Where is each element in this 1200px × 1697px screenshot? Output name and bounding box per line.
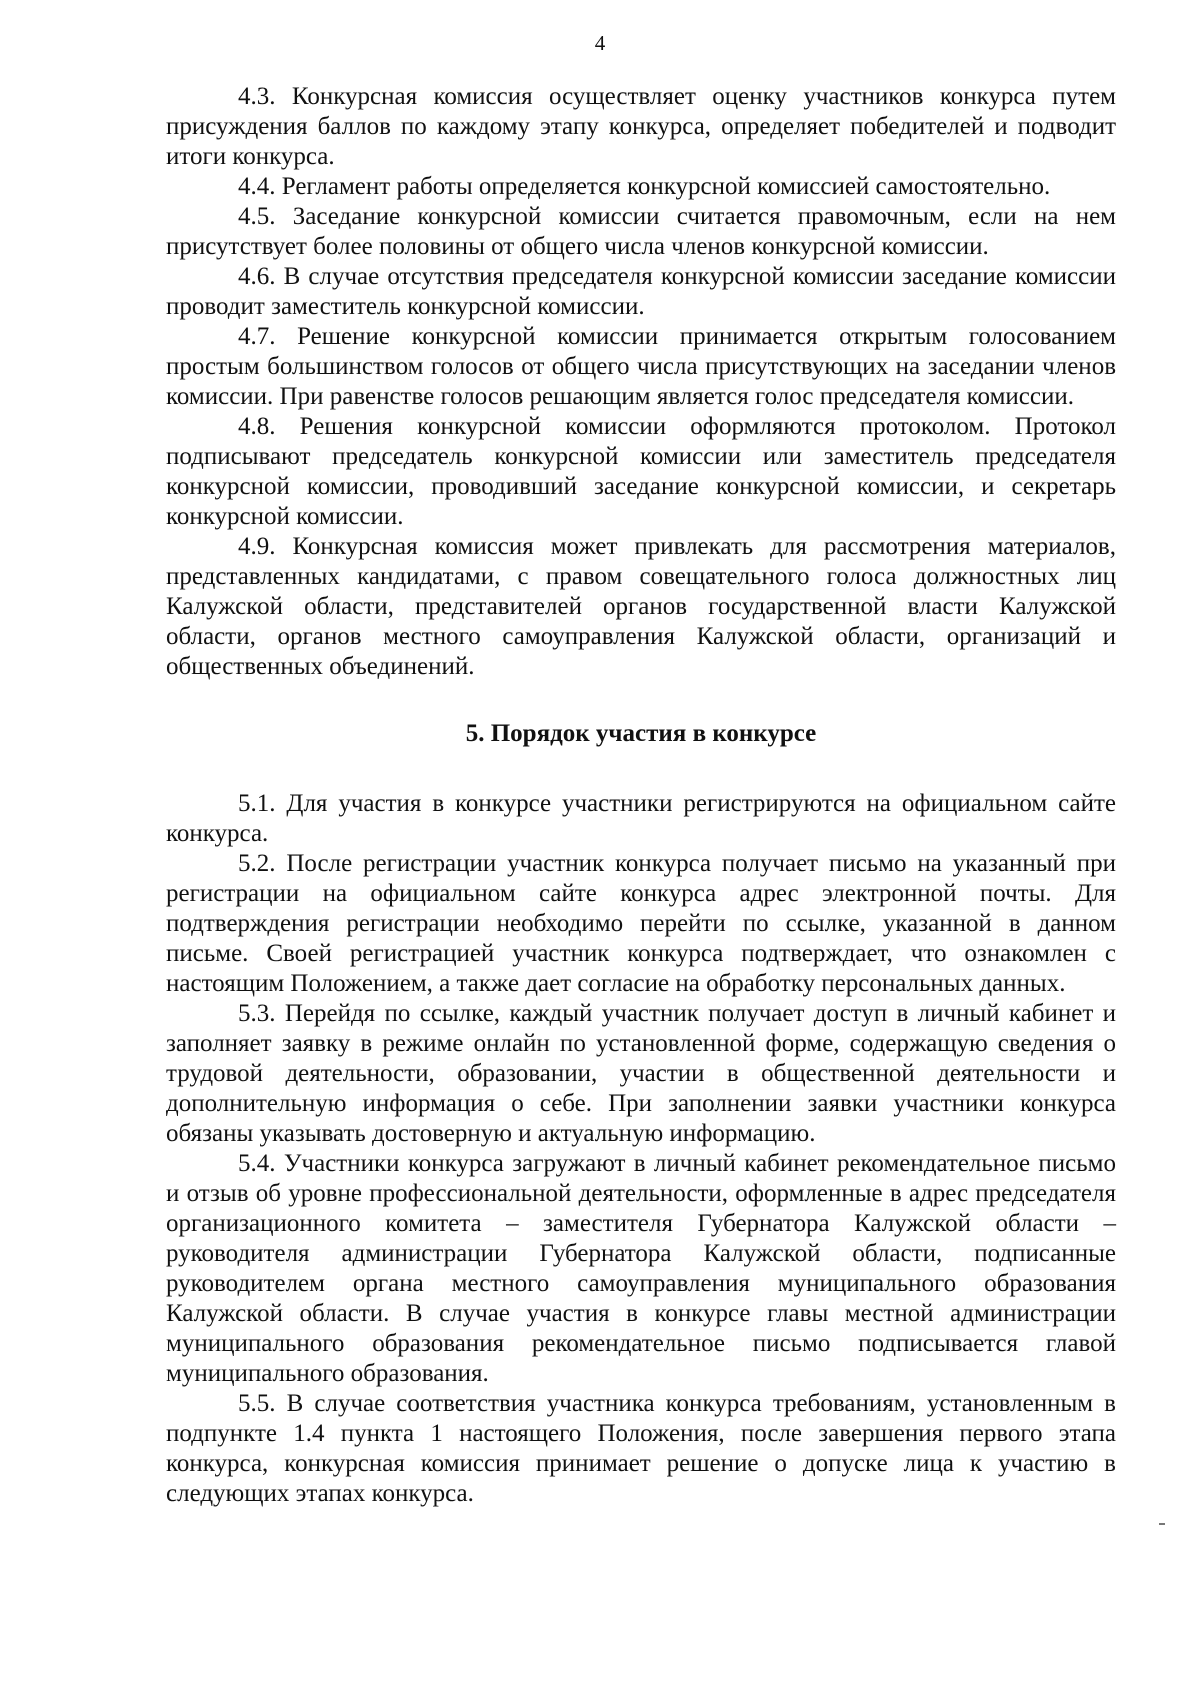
paragraph-5-5: 5.5. В случае соответствия участника конкурса требованиям, установленным в подпункте 1.4 пункта 1 настоящего Положения, после завершения первого этапа конкурса, конкурсная комиссия принимает решение о допуске лица к участию в следующих этапах конкурса. bbox=[166, 1390, 1116, 1507]
section-5-heading: 5. Порядок участия в конкурсе bbox=[465, 720, 817, 747]
paragraph-4-9: 4.9. Конкурсная комиссия может привлекать для рассмотрения материалов, представленных кандидатами, с правом совещательного голоса должностных лиц Калужской области, представителей органов государственной власти Калужской области, органов местного самоуправления Калужской области, организаций и общественных объединений. bbox=[166, 533, 1116, 680]
paragraph-4-6: 4.6. В случае отсутствия председателя конкурсной комиссии заседание комиссии проводит заместитель конкурсной комиссии. bbox=[166, 263, 1116, 320]
paragraph-4-8: 4.8. Решения конкурсной комиссии оформляются протоколом. Протокол подписывают председатель конкурсной комиссии или заместитель председателя конкурсной комиссии, проводивший заседание конкурсной комиссии, и секретарь конкурсной комиссии. bbox=[166, 413, 1116, 530]
page-number: 4 bbox=[594, 31, 606, 55]
paragraph-4-7: 4.7. Решение конкурсной комиссии принимается открытым голосованием простым большинством голосов от общего числа присутствующих на заседании членов комиссии. При равенстве голосов решающим является голос председателя комиссии. bbox=[166, 323, 1116, 410]
paragraph-5-1: 5.1. Для участия в конкурсе участники регистрируются на официальном сайте конкурса. bbox=[166, 790, 1116, 847]
paragraph-4-5: 4.5. Заседание конкурсной комиссии считается правомочным, если на нем присутствует более половины от общего числа членов конкурсной комиссии. bbox=[166, 203, 1116, 260]
paragraph-5-3: 5.3. Перейдя по ссылке, каждый участник получает доступ в личный кабинет и заполняет заявку в режиме онлайн по установленной форме, содержащую сведения о трудовой деятельности, образовании, участии в общественной деятельности и дополнительную информация о себе. При заполнении заявки участники конкурса обязаны указывать достоверную и актуальную информацию. bbox=[166, 1000, 1116, 1147]
paragraph-4-3: 4.3. Конкурсная комиссия осуществляет оценку участников конкурса путем присуждения баллов по каждому этапу конкурса, определяет победителей и подводит итоги конкурса. bbox=[166, 83, 1116, 170]
scan-margin-mark bbox=[1159, 1523, 1165, 1525]
paragraph-5-2: 5.2. После регистрации участник конкурса получает письмо на указанный при регистрации на официальном сайте конкурса адрес электронной почты. Для подтверждения регистрации необходимо перейти по ссылке, указанной в данном письме. Своей регистрацией участник конкурса подтверждает, что ознакомлен с настоящим Положением, а также дает согласие на обработку персональных данных. bbox=[166, 850, 1116, 997]
paragraph-5-4: 5.4. Участники конкурса загружают в личный кабинет рекомендательное письмо и отзыв об уровне профессиональной деятельности, оформленные в адрес председателя организационного комитета – заместителя Губернатора Калужской области – руководителя администрации Губернатора Калужской области, подписанные руководителем органа местного самоуправления муниципального образования Калужской области. В случае участия в конкурсе главы местной администрации муниципального образования рекомендательное письмо подписывается главой муниципального образования. bbox=[166, 1150, 1116, 1387]
document-body bbox=[166, 82, 1116, 1509]
paragraph-4-4: 4.4. Регламент работы определяется конкурсной комиссией самостоятельно. bbox=[238, 173, 1051, 200]
